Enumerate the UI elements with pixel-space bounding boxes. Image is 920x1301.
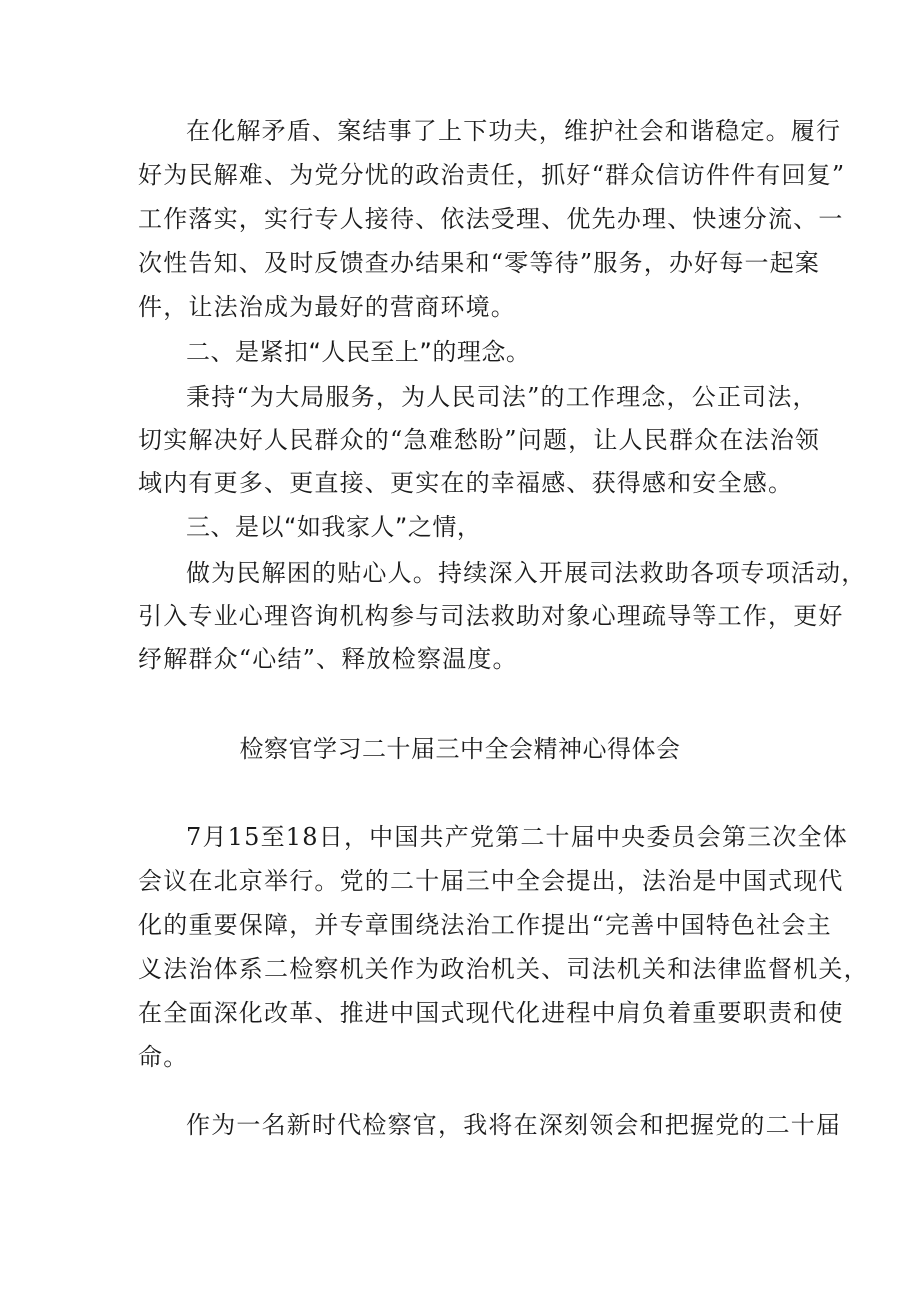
section-heading: 二、是紧扣“人民至上”的理念。 (186, 338, 531, 366)
paragraph-line: 工作落实，实行专人接待、依法受理、优先办理、快速分流、一 (138, 205, 844, 233)
paragraph-line: 化的重要保障，并专章围绕法治工作提出“完善中国特色社会主 (138, 911, 832, 939)
section-heading: 三、是以“如我家人”之情， (186, 513, 482, 541)
paragraph-line: 作为一名新时代检察官，我将在深刻领会和把握党的二十届 (186, 1111, 842, 1139)
paragraph-line: 命。 (138, 1043, 189, 1071)
paragraph-line: 件，让法治成为最好的营商环境。 (138, 293, 516, 321)
paragraph-line: 域内有更多、更直接、更实在的幸福感、获得感和安全感。 (138, 469, 794, 497)
article-title: 检察官学习二十届三中全会精神心得体会 (239, 735, 681, 763)
paragraph-line: 会议在北京举行。党的二十届三中全会提出，法治是中国式现代 (138, 867, 844, 895)
paragraph-line: 次性告知、及时反馈查办结果和“零等待”服务，办好每一起案 (138, 249, 821, 277)
paragraph-line: 义法治体系二检察机关作为政治机关、司法机关和法律监督机关， (138, 955, 869, 983)
paragraph-line: 秉持“为大局服务，为人民司法”的工作理念，公正司法， (186, 383, 818, 411)
paragraph-line: 引入专业心理咨询机构参与司法救助对象心理疏导等工作，更好 (138, 602, 844, 630)
paragraph-line: 纾解群众“心结”、释放检察温度。 (138, 645, 518, 673)
paragraph-line: 在化解矛盾、案结事了上下功夫，维护社会和谐稳定。履行 (186, 117, 842, 145)
paragraph-line: 做为民解困的贴心人。持续深入开展司法救助各项专项活动， (186, 559, 867, 587)
paragraph-line: 7月15至18日，中国共产党第二十届中央委员会第三次全体 (186, 823, 848, 851)
paragraph-line: 切实解决好人民群众的“急难愁盼”问题，让人民群众在法治领 (138, 426, 821, 454)
paragraph-line: 在全面深化改革、推进中国式现代化进程中肩负着重要职责和使 (138, 999, 844, 1027)
paragraph-line: 好为民解难、为党分忧的政治责任，抓好“群众信访件件有回复” (138, 161, 846, 189)
